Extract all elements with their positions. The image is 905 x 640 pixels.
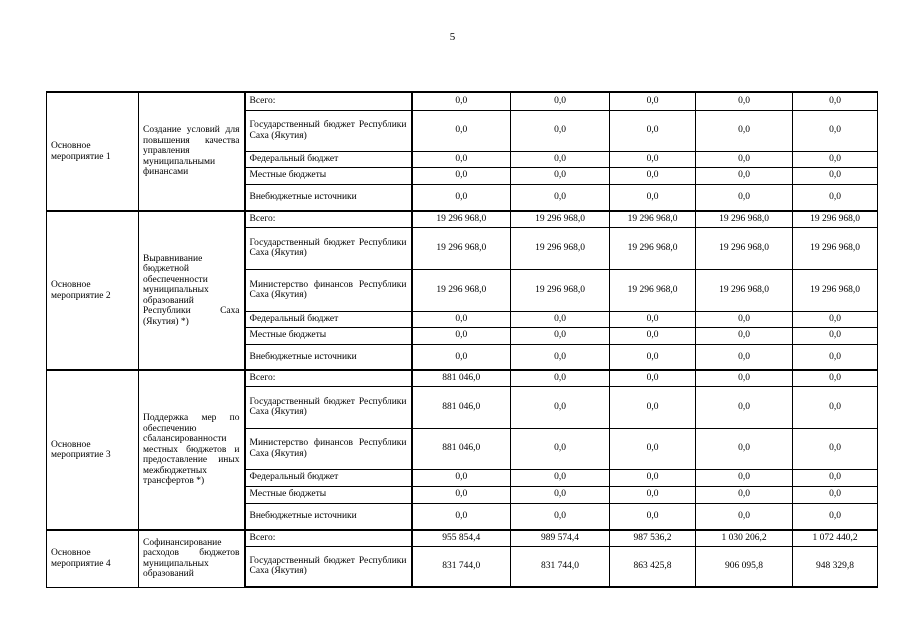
funding-source: Внебюджетные источники [245,503,412,530]
funding-source: Внебюджетные источники [245,184,412,211]
value-cell: 0,0 [610,110,696,151]
measure-name: Основное мероприятие 1 [47,92,139,211]
funding-source: Всего: [245,92,412,110]
value-cell: 0,0 [793,486,878,503]
value-cell: 0,0 [610,92,696,110]
value-cell: 0,0 [696,370,793,386]
value-cell: 0,0 [610,184,696,211]
value-cell: 0,0 [610,503,696,530]
value-cell: 19 296 968,0 [793,227,878,269]
value-cell: 0,0 [412,184,511,211]
page-number: 5 [449,31,456,43]
table-body [47,92,878,587]
value-cell: 0,0 [412,344,511,370]
funding-source: Министерство финансов Республики Саха (Якутия) [245,428,412,469]
budget-table [46,91,878,588]
funding-source: Всего: [245,211,412,227]
value-cell: 19 296 968,0 [696,227,793,269]
funding-source: Федеральный бюджет [245,151,412,167]
value-cell: 0,0 [511,110,610,151]
value-cell: 0,0 [793,311,878,327]
value-cell: 0,0 [610,327,696,344]
value-cell: 0,0 [610,167,696,184]
funding-source: Государственный бюджет Республики Саха (Якутия) [245,386,412,428]
value-cell: 19 296 968,0 [610,227,696,269]
value-cell: 0,0 [412,311,511,327]
value-cell: 19 296 968,0 [412,211,511,227]
value-cell: 19 296 968,0 [511,269,610,311]
value-cell: 0,0 [793,386,878,428]
value-cell: 0,0 [412,110,511,151]
value-cell: 0,0 [793,151,878,167]
value-cell: 19 296 968,0 [793,269,878,311]
value-cell: 0,0 [793,370,878,386]
value-cell: 1 030 206,2 [696,530,793,546]
funding-source: Федеральный бюджет [245,311,412,327]
value-cell: 0,0 [696,486,793,503]
funding-source: Всего: [245,370,412,386]
value-cell: 19 296 968,0 [610,211,696,227]
value-cell: 1 072 440,2 [793,530,878,546]
value-cell: 0,0 [511,167,610,184]
value-cell: 0,0 [412,151,511,167]
value-cell: 987 536,2 [610,530,696,546]
measure-description: Софинансирование расходов бюджетов муниципальных образований [139,530,245,587]
funding-source: Местные бюджеты [245,327,412,344]
value-cell: 906 095,8 [696,546,793,587]
table-row [47,370,878,386]
table-row [47,92,878,110]
value-cell: 0,0 [610,386,696,428]
value-cell: 0,0 [412,92,511,110]
value-cell: 0,0 [511,386,610,428]
value-cell: 0,0 [511,344,610,370]
value-cell: 881 046,0 [412,386,511,428]
measure-description: Создание условий для повышения качества управления муниципальными финансами [139,92,245,211]
value-cell: 0,0 [511,184,610,211]
value-cell: 19 296 968,0 [412,269,511,311]
value-cell: 0,0 [511,469,610,486]
value-cell: 0,0 [696,386,793,428]
value-cell: 0,0 [696,469,793,486]
value-cell: 0,0 [793,428,878,469]
value-cell: 0,0 [696,311,793,327]
value-cell: 0,0 [696,428,793,469]
value-cell: 19 296 968,0 [696,269,793,311]
value-cell: 0,0 [696,167,793,184]
value-cell: 0,0 [696,151,793,167]
value-cell: 0,0 [793,344,878,370]
value-cell: 0,0 [696,327,793,344]
measure-name: Основное мероприятие 4 [47,530,139,587]
value-cell: 0,0 [793,469,878,486]
funding-source: Государственный бюджет Республики Саха (Якутия) [245,227,412,269]
value-cell: 0,0 [511,503,610,530]
funding-source: Государственный бюджет Республики Саха (Якутия) [245,546,412,587]
value-cell: 0,0 [610,469,696,486]
funding-source: Федеральный бюджет [245,469,412,486]
funding-source: Внебюджетные источники [245,344,412,370]
value-cell: 0,0 [610,486,696,503]
value-cell: 0,0 [696,184,793,211]
value-cell: 881 046,0 [412,428,511,469]
value-cell: 19 296 968,0 [511,227,610,269]
funding-source: Министерство финансов Республики Саха (Якутия) [245,269,412,311]
value-cell: 0,0 [412,486,511,503]
value-cell: 0,0 [610,370,696,386]
value-cell: 0,0 [793,503,878,530]
measure-description: Поддержка мер по обеспечению сбалансированности местных бюджетов и предоставление иных межбюджетных трансфертов *) [139,370,245,530]
value-cell: 0,0 [610,344,696,370]
value-cell: 948 329,8 [793,546,878,587]
value-cell: 19 296 968,0 [696,211,793,227]
value-cell: 19 296 968,0 [610,269,696,311]
value-cell: 0,0 [511,428,610,469]
funding-source: Местные бюджеты [245,167,412,184]
value-cell: 0,0 [511,486,610,503]
value-cell: 0,0 [412,503,511,530]
value-cell: 0,0 [412,327,511,344]
value-cell: 0,0 [793,110,878,151]
funding-source: Всего: [245,530,412,546]
value-cell: 0,0 [793,167,878,184]
value-cell: 0,0 [610,151,696,167]
value-cell: 19 296 968,0 [793,211,878,227]
value-cell: 0,0 [511,92,610,110]
funding-source: Государственный бюджет Республики Саха (Якутия) [245,110,412,151]
value-cell: 0,0 [793,327,878,344]
value-cell: 19 296 968,0 [412,227,511,269]
value-cell: 831 744,0 [412,546,511,587]
value-cell: 0,0 [696,92,793,110]
value-cell: 955 854,4 [412,530,511,546]
value-cell: 0,0 [412,167,511,184]
value-cell: 0,0 [511,327,610,344]
funding-source: Местные бюджеты [245,486,412,503]
table-row [47,530,878,546]
value-cell: 0,0 [610,311,696,327]
value-cell: 0,0 [511,311,610,327]
value-cell: 831 744,0 [511,546,610,587]
value-cell: 0,0 [696,344,793,370]
table-row [47,211,878,227]
value-cell: 881 046,0 [412,370,511,386]
measure-description: Выравнивание бюджетной обеспеченности муниципальных образований Республики Саха (Якутия) *) [139,211,245,370]
value-cell: 0,0 [610,428,696,469]
value-cell: 0,0 [793,184,878,211]
value-cell: 0,0 [696,503,793,530]
value-cell: 0,0 [511,370,610,386]
measure-name: Основное мероприятие 2 [47,211,139,370]
measure-name: Основное мероприятие 3 [47,370,139,530]
value-cell: 0,0 [511,151,610,167]
value-cell: 989 574,4 [511,530,610,546]
value-cell: 863 425,8 [610,546,696,587]
value-cell: 0,0 [793,92,878,110]
value-cell: 19 296 968,0 [511,211,610,227]
value-cell: 0,0 [696,110,793,151]
value-cell: 0,0 [412,469,511,486]
